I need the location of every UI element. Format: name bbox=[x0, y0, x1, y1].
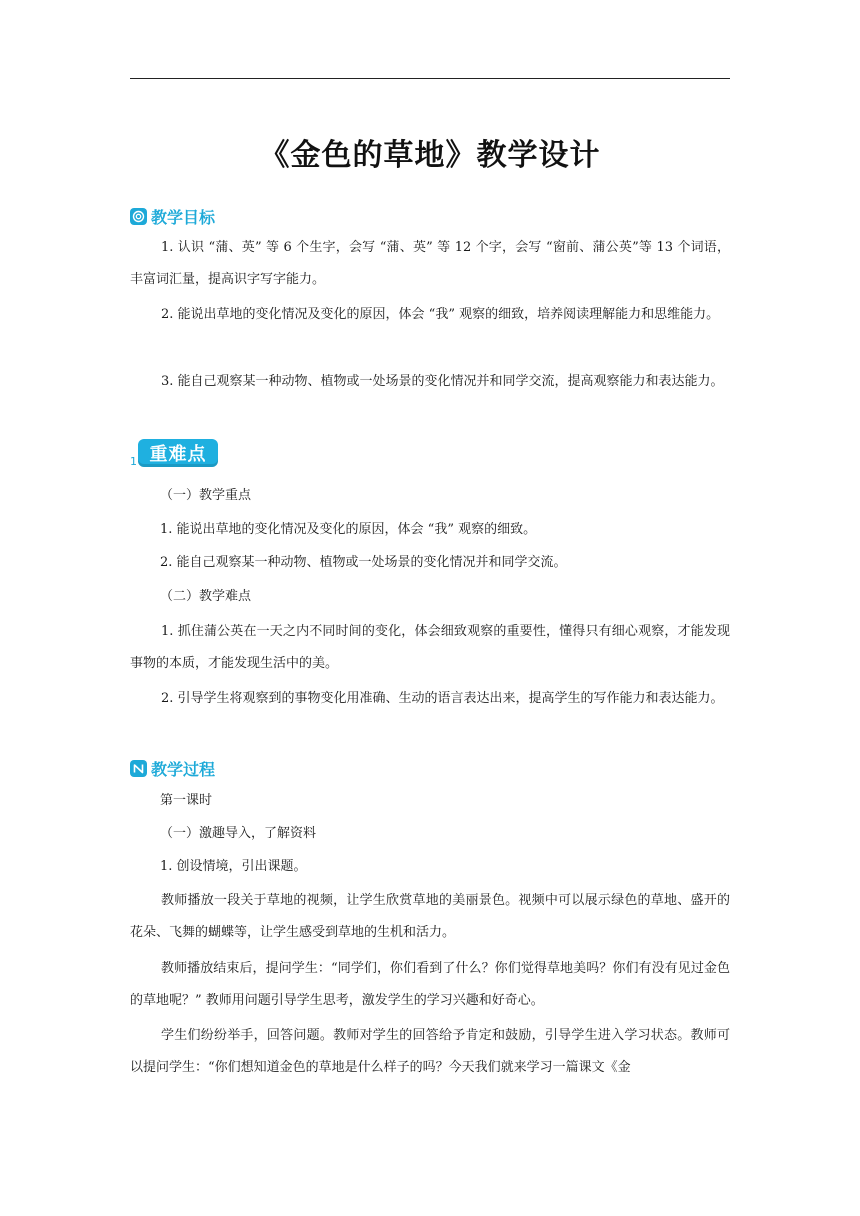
difficulty-item: 2. 引导学生将观察到的事物变化用准确、生动的语言表达出来，提高学生的写作能力和表达能力。 bbox=[161, 691, 724, 706]
target-icon bbox=[130, 208, 147, 225]
goal-item: 3. 能自己观察某一种动物、植物或一处场景的变化情况并和同学交流，提高观察能力和表达能力。 bbox=[161, 374, 724, 389]
process-icon bbox=[130, 760, 147, 777]
subheading-key: （一）教学重点 bbox=[160, 488, 252, 503]
page-title: 《金色的草地》教学设计 bbox=[259, 138, 601, 173]
subheading-difficulty: （二）教学难点 bbox=[160, 589, 252, 604]
section-keypoints-badge bbox=[138, 439, 218, 467]
section-process-label: 教学过程 bbox=[151, 760, 216, 779]
section-number: 1 bbox=[130, 455, 137, 468]
section-goals-label: 教学目标 bbox=[151, 208, 216, 227]
goal-item: 1. 认识 “蒲、英” 等 6 个生字，会写 “蒲、英” 等 12 个字，会写 “窗前、蒲公英”等 13 个词语，丰富词汇量，提高识字写字能力。 bbox=[130, 240, 730, 287]
section-goals-heading bbox=[130, 205, 215, 228]
key-item: 1. 能说出草地的变化情况及变化的原因，体会 “我” 观察的细致。 bbox=[160, 522, 537, 537]
section-keypoints-label: 重难点 bbox=[149, 444, 207, 465]
key-item: 2. 能自己观察某一种动物、植物或一处场景的变化情况并和同学交流。 bbox=[160, 555, 567, 570]
lesson-label: 第一课时 bbox=[160, 793, 213, 808]
body-paragraph: 教师播放结束后，提问学生：“同学们，你们看到了什么？你们觉得草地美吗？你们有没有见过金色的草地呢？” 教师用问题引导学生思考，激发学生的学习兴趣和好奇心。 bbox=[130, 961, 730, 1008]
goal-item: 2. 能说出草地的变化情况及变化的原因，体会 “我” 观察的细致，培养阅读理解能力和思维能力。 bbox=[161, 307, 720, 322]
body-paragraph: 教师播放一段关于草地的视频，让学生欣赏草地的美丽景色。视频中可以展示绿色的草地、盛开的花朵、飞舞的蝴蝶等，让学生感受到草地的生机和活力。 bbox=[130, 893, 730, 940]
body-paragraph: 学生们纷纷举手，回答问题。教师对学生的回答给予肯定和鼓励，引导学生进入学习状态。教师可以提问学生：“你们想知道金色的草地是什么样子的吗？今天我们就来学习一篇课文《金 bbox=[130, 1028, 730, 1075]
step-heading: （一）激趣导入，了解资料 bbox=[160, 826, 317, 841]
header-rule bbox=[130, 78, 730, 79]
section-process-heading bbox=[130, 757, 215, 780]
step-item: 1. 创设情境，引出课题。 bbox=[160, 859, 307, 874]
difficulty-item: 1. 抓住蒲公英在一天之内不同时间的变化，体会细致观察的重要性，懂得只有细心观察，才能发现事物的本质，才能发现生活中的美。 bbox=[130, 624, 730, 671]
